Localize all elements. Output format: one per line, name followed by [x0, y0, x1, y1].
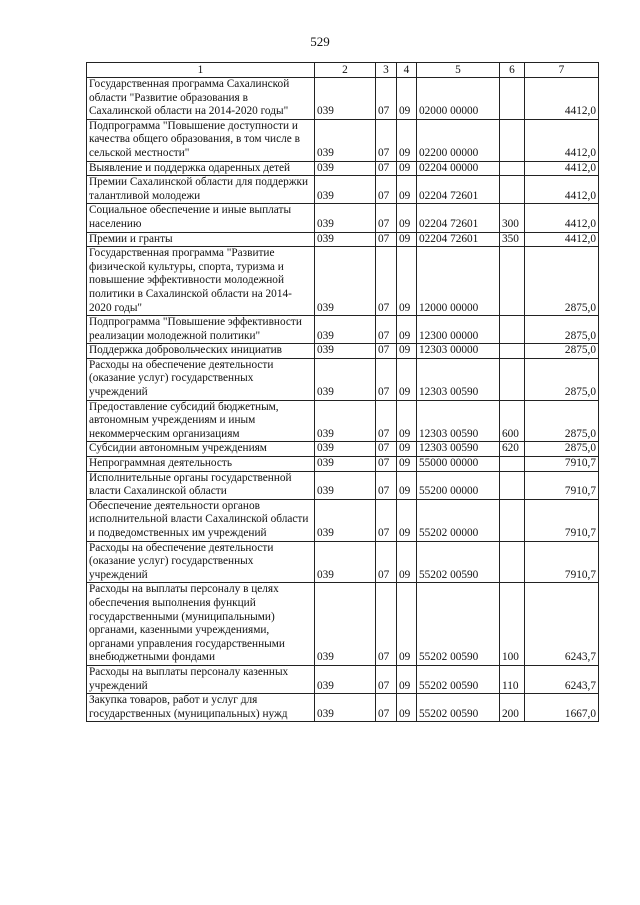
ministry-code: 039 — [315, 316, 376, 344]
subsection-code: 09 — [397, 442, 417, 457]
header-cell: 6 — [500, 63, 525, 78]
amount: 2875,0 — [525, 442, 599, 457]
ministry-code: 039 — [315, 358, 376, 400]
header-row — [87, 63, 599, 78]
amount: 4412,0 — [525, 161, 599, 176]
section-code: 07 — [376, 442, 397, 457]
expense-type-code: 600 — [500, 400, 525, 442]
table-row — [87, 541, 599, 583]
ministry-code: 039 — [315, 161, 376, 176]
subsection-code: 09 — [397, 161, 417, 176]
target-article-code: 55202 00000 — [417, 499, 500, 541]
budget-table — [86, 62, 599, 722]
target-article-code: 12303 00590 — [417, 442, 500, 457]
ministry-code: 039 — [315, 247, 376, 316]
target-article-code: 55200 00000 — [417, 471, 500, 499]
expense-type-code: 300 — [500, 204, 525, 232]
subsection-code: 09 — [397, 583, 417, 666]
target-article-code: 12300 00000 — [417, 316, 500, 344]
expense-type-code — [500, 541, 525, 583]
target-article-code: 02204 72601 — [417, 176, 500, 204]
expense-type-code — [500, 344, 525, 359]
table-row — [87, 694, 599, 722]
subsection-code: 09 — [397, 344, 417, 359]
table-row — [87, 665, 599, 693]
expense-type-code — [500, 457, 525, 472]
amount: 2875,0 — [525, 247, 599, 316]
amount: 2875,0 — [525, 358, 599, 400]
amount: 6243,7 — [525, 583, 599, 666]
table-row — [87, 358, 599, 400]
expense-type-code: 110 — [500, 665, 525, 693]
ministry-code: 039 — [315, 119, 376, 161]
ministry-code: 039 — [315, 499, 376, 541]
expense-type-code — [500, 499, 525, 541]
subsection-code: 09 — [397, 176, 417, 204]
table-row — [87, 583, 599, 666]
section-code: 07 — [376, 204, 397, 232]
table-row — [87, 457, 599, 472]
subsection-code: 09 — [397, 499, 417, 541]
table-row — [87, 344, 599, 359]
section-code: 07 — [376, 457, 397, 472]
ministry-code: 039 — [315, 457, 376, 472]
section-code: 07 — [376, 344, 397, 359]
target-article-code: 02204 72601 — [417, 232, 500, 247]
row-name: Премии и гранты — [87, 232, 315, 247]
subsection-code: 09 — [397, 232, 417, 247]
section-code: 07 — [376, 119, 397, 161]
target-article-code: 55000 00000 — [417, 457, 500, 472]
section-code: 07 — [376, 161, 397, 176]
table-body — [87, 78, 599, 722]
table-row — [87, 232, 599, 247]
section-code: 07 — [376, 400, 397, 442]
ministry-code: 039 — [315, 78, 376, 120]
expense-type-code — [500, 316, 525, 344]
table-row — [87, 176, 599, 204]
subsection-code: 09 — [397, 694, 417, 722]
expense-type-code — [500, 471, 525, 499]
expense-type-code — [500, 119, 525, 161]
section-code: 07 — [376, 541, 397, 583]
amount: 2875,0 — [525, 316, 599, 344]
expense-type-code: 200 — [500, 694, 525, 722]
header-cell: 5 — [417, 63, 500, 78]
row-name: Премии Сахалинской области для поддержки талантливой молодежи — [87, 176, 315, 204]
section-code: 07 — [376, 316, 397, 344]
subsection-code: 09 — [397, 78, 417, 120]
amount: 4412,0 — [525, 176, 599, 204]
row-name: Расходы на выплаты персоналу казенных учреждений — [87, 665, 315, 693]
target-article-code: 02200 00000 — [417, 119, 500, 161]
section-code: 07 — [376, 665, 397, 693]
target-article-code: 55202 00590 — [417, 541, 500, 583]
target-article-code: 12303 00590 — [417, 358, 500, 400]
subsection-code: 09 — [397, 119, 417, 161]
section-code: 07 — [376, 471, 397, 499]
table-row — [87, 316, 599, 344]
subsection-code: 09 — [397, 316, 417, 344]
ministry-code: 039 — [315, 400, 376, 442]
header-cell: 7 — [525, 63, 599, 78]
row-name: Субсидии автономным учреждениям — [87, 442, 315, 457]
section-code: 07 — [376, 78, 397, 120]
table-row — [87, 78, 599, 120]
subsection-code: 09 — [397, 541, 417, 583]
table-row — [87, 499, 599, 541]
expense-type-code — [500, 161, 525, 176]
ministry-code: 039 — [315, 471, 376, 499]
target-article-code: 02204 72601 — [417, 204, 500, 232]
row-name: Государственная программа "Развитие физической культуры, спорта, туризма и повышение эффективности молодежной политики в Сахалинской области на 2014-2020 годы" — [87, 247, 315, 316]
subsection-code: 09 — [397, 457, 417, 472]
section-code: 07 — [376, 247, 397, 316]
amount: 2875,0 — [525, 344, 599, 359]
target-article-code: 55202 00590 — [417, 583, 500, 666]
amount: 6243,7 — [525, 665, 599, 693]
row-name: Обеспечение деятельности органов исполнительной власти Сахалинской области и подведомственных им учреждений — [87, 499, 315, 541]
expense-type-code — [500, 247, 525, 316]
target-article-code: 12303 00590 — [417, 400, 500, 442]
ministry-code: 039 — [315, 204, 376, 232]
subsection-code: 09 — [397, 204, 417, 232]
amount: 1667,0 — [525, 694, 599, 722]
amount: 4412,0 — [525, 232, 599, 247]
ministry-code: 039 — [315, 344, 376, 359]
row-name: Подпрограмма "Повышение эффективности реализации молодежной политики" — [87, 316, 315, 344]
table-row — [87, 204, 599, 232]
subsection-code: 09 — [397, 247, 417, 316]
expense-type-code: 620 — [500, 442, 525, 457]
ministry-code: 039 — [315, 442, 376, 457]
row-name: Расходы на обеспечение деятельности (оказание услуг) государственных учреждений — [87, 541, 315, 583]
page-number: 529 — [310, 34, 330, 49]
table-row — [87, 161, 599, 176]
table-row — [87, 471, 599, 499]
ministry-code: 039 — [315, 665, 376, 693]
amount: 7910,7 — [525, 499, 599, 541]
subsection-code: 09 — [397, 471, 417, 499]
table-row — [87, 247, 599, 316]
table-row — [87, 400, 599, 442]
row-name: Исполнительные органы государственной власти Сахалинской области — [87, 471, 315, 499]
amount: 7910,7 — [525, 471, 599, 499]
row-name: Выявление и поддержка одаренных детей — [87, 161, 315, 176]
expense-type-code — [500, 78, 525, 120]
ministry-code: 039 — [315, 694, 376, 722]
expense-type-code: 100 — [500, 583, 525, 666]
subsection-code: 09 — [397, 358, 417, 400]
ministry-code: 039 — [315, 583, 376, 666]
row-name: Поддержка добровольческих инициатив — [87, 344, 315, 359]
section-code: 07 — [376, 694, 397, 722]
row-name: Государственная программа Сахалинской области "Развитие образования в Сахалинской области на 2014-2020 годы" — [87, 78, 315, 120]
table-row — [87, 442, 599, 457]
target-article-code: 55202 00590 — [417, 665, 500, 693]
amount: 4412,0 — [525, 204, 599, 232]
amount: 2875,0 — [525, 400, 599, 442]
subsection-code: 09 — [397, 400, 417, 442]
header-cell: 3 — [376, 63, 397, 78]
section-code: 07 — [376, 358, 397, 400]
row-name: Подпрограмма "Повышение доступности и качества общего образования, в том числе в сельской местности" — [87, 119, 315, 161]
target-article-code: 12000 00000 — [417, 247, 500, 316]
ministry-code: 039 — [315, 541, 376, 583]
target-article-code: 55202 00590 — [417, 694, 500, 722]
expense-type-code — [500, 358, 525, 400]
row-name: Социальное обеспечение и иные выплаты населению — [87, 204, 315, 232]
section-code: 07 — [376, 232, 397, 247]
expense-type-code: 350 — [500, 232, 525, 247]
amount: 7910,7 — [525, 457, 599, 472]
table-row — [87, 119, 599, 161]
header-cell: 2 — [315, 63, 376, 78]
target-article-code: 12303 00000 — [417, 344, 500, 359]
ministry-code: 039 — [315, 232, 376, 247]
amount: 4412,0 — [525, 78, 599, 120]
row-name: Закупка товаров, работ и услуг для государственных (муниципальных) нужд — [87, 694, 315, 722]
header-cell: 1 — [87, 63, 315, 78]
section-code: 07 — [376, 499, 397, 541]
amount: 7910,7 — [525, 541, 599, 583]
target-article-code: 02000 00000 — [417, 78, 500, 120]
row-name: Расходы на выплаты персоналу в целях обеспечения выполнения функций государственными (муниципальными) органами, казенными учреждениями, органами управления государственными внебюджетными фондами — [87, 583, 315, 666]
expense-type-code — [500, 176, 525, 204]
ministry-code: 039 — [315, 176, 376, 204]
header-cell: 4 — [397, 63, 417, 78]
amount: 4412,0 — [525, 119, 599, 161]
subsection-code: 09 — [397, 665, 417, 693]
row-name: Непрограммная деятельность — [87, 457, 315, 472]
section-code: 07 — [376, 176, 397, 204]
target-article-code: 02204 00000 — [417, 161, 500, 176]
section-code: 07 — [376, 583, 397, 666]
row-name: Расходы на обеспечение деятельности (оказание услуг) государственных учреждений — [87, 358, 315, 400]
row-name: Предоставление субсидий бюджетным, автономным учреждениям и иным некоммерческим организациям — [87, 400, 315, 442]
